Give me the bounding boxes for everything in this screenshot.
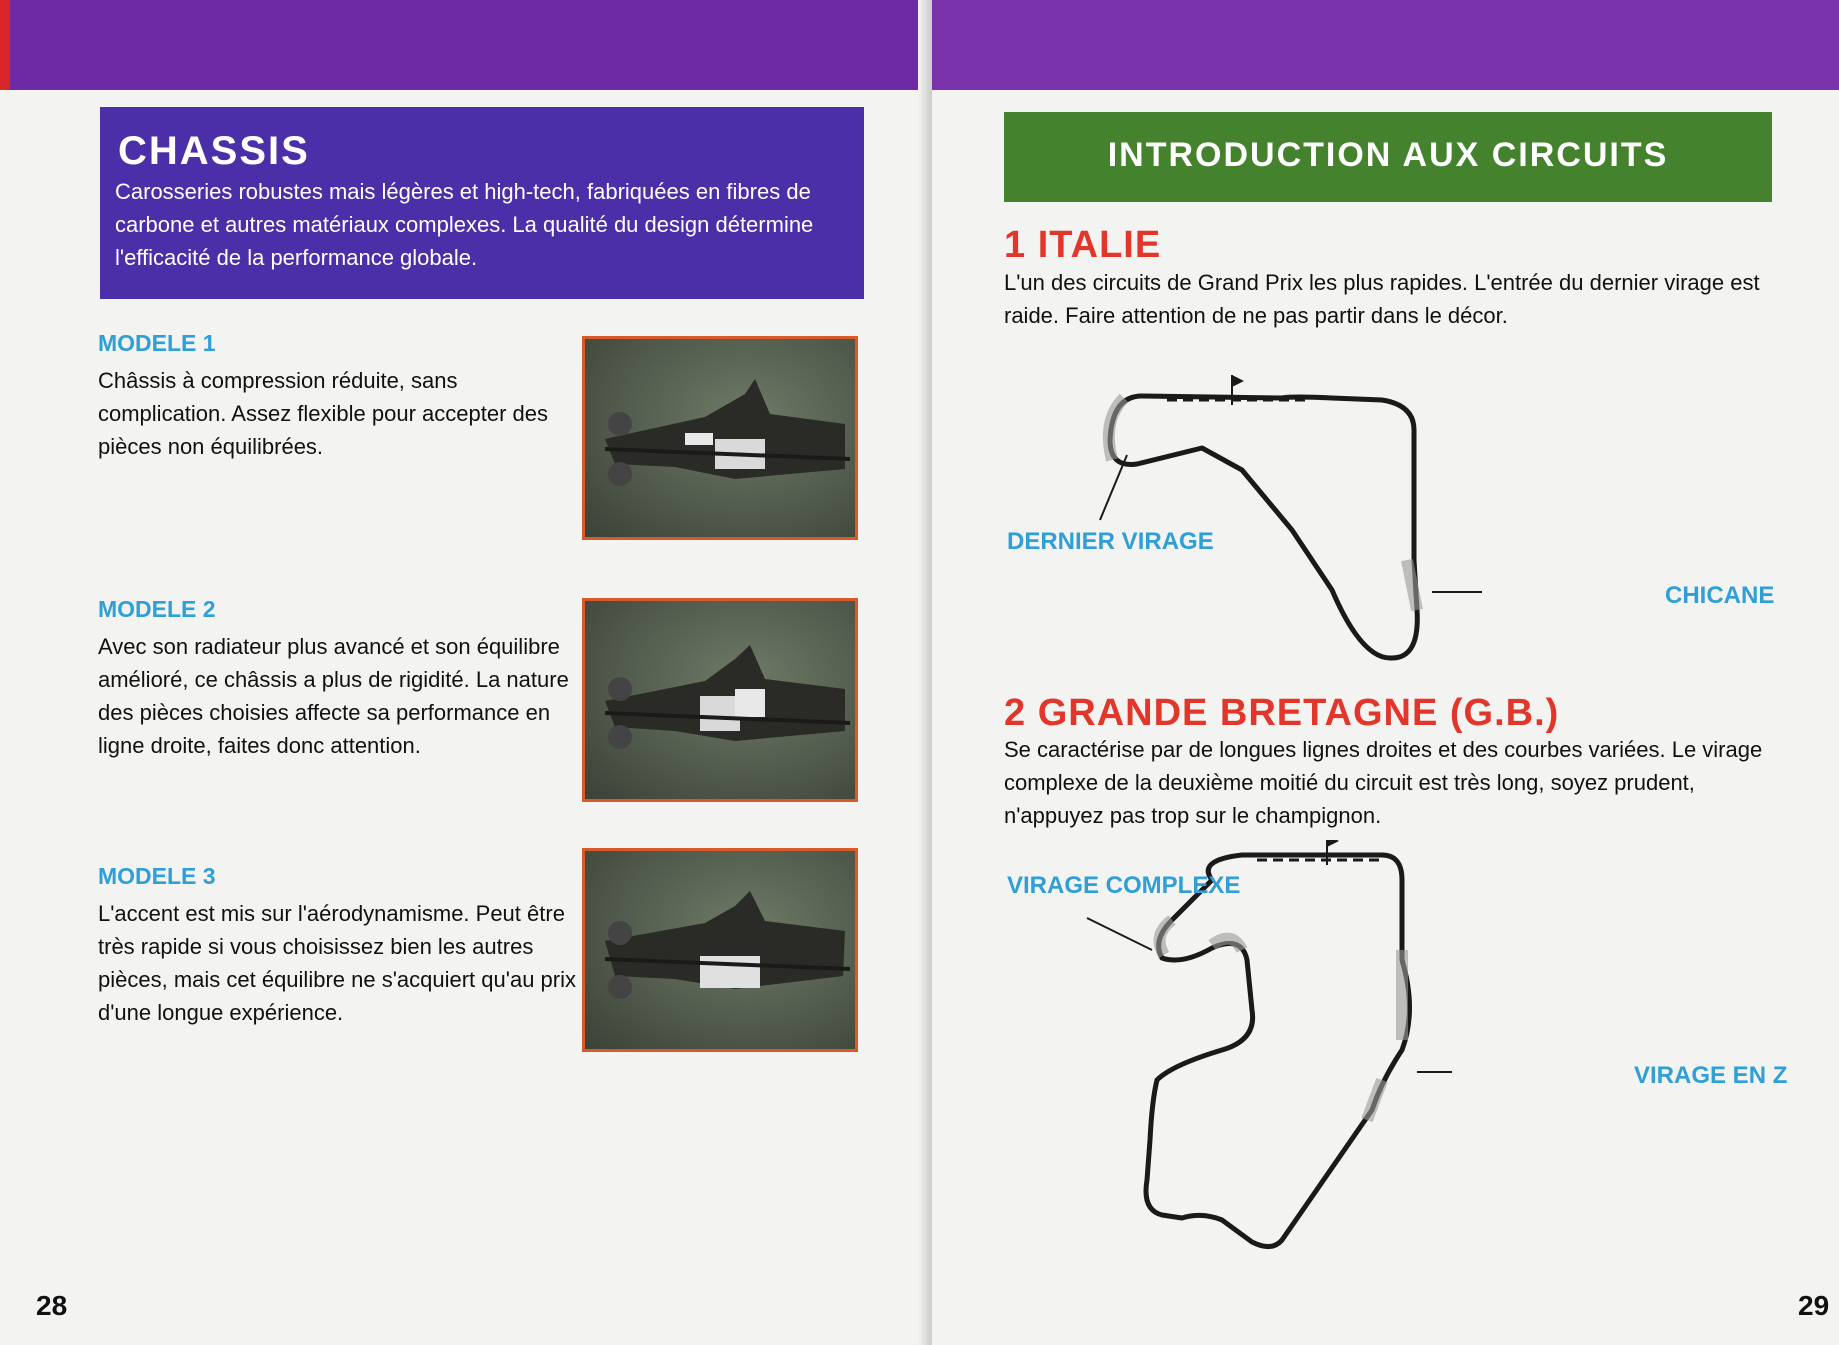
model-3-title: MODELE 3 — [98, 863, 216, 889]
model-1-text: Châssis à compression réduite, sans complication. Assez flexible pour accepter des pièces non équilibrées. — [98, 368, 549, 459]
circuit-2-text: Se caractérise par de longues lignes droites et des courbes variées. Le virage complexe de la deuxième moitié du circuit est très long, soyez prudent, n'appuyez pas trop sur le champignon. — [1004, 737, 1763, 828]
page-number-left: 28 — [36, 1290, 68, 1321]
model-2-title: MODELE 2 — [98, 596, 216, 622]
top-band — [0, 0, 932, 90]
circuit-2-title: 2 GRANDE BRETAGNE (G.B.) — [1004, 692, 1560, 734]
chassis-title: CHASSIS — [118, 129, 310, 173]
great-britain-track-map — [1082, 840, 1552, 1260]
label-dernier-virage: DERNIER VIRAGE — [1007, 528, 1214, 555]
spine-stripe — [0, 0, 10, 90]
page-number-right: 29 — [1798, 1290, 1830, 1321]
model-1-title: MODELE 1 — [98, 330, 216, 356]
label-virage-complexe: VIRAGE COMPLEXE — [1007, 872, 1241, 899]
label-chicane: CHICANE — [1665, 582, 1775, 609]
italy-track-map — [1082, 360, 1502, 680]
model-1-block — [98, 328, 578, 463]
model-3-chassis-image — [582, 848, 858, 1052]
circuit-1-text: L'un des circuits de Grand Prix les plus rapides. L'entrée du dernier virage est raide. Faire attention de ne pas partir dans le décor. — [1004, 270, 1760, 328]
model-3-text: L'accent est mis sur l'aérodynamisme. Peut être très rapide si vous choisissez bien les autres pièces, mais cet équilibre ne s'acquiert qu'au prix d'une longue expérience. — [98, 901, 576, 1025]
model-2-chassis-image — [582, 598, 858, 802]
model-2-text: Avec son radiateur plus avancé et son équilibre amélioré, ce châssis a plus de rigidité. La nature des pièces choisies affecte sa performance en ligne droite, faites donc attention. — [98, 634, 569, 758]
top-band-right — [932, 0, 1839, 90]
circuits-header-title: INTRODUCTION AUX CIRCUITS — [1107, 136, 1669, 174]
chassis-description: Carosseries robustes mais légères et high-tech, fabriquées en fibres de carbone et autres matériaux complexes. La qualité du design détermine l'efficacité de la performance globale. — [115, 179, 814, 270]
chassis-header-box — [100, 107, 864, 299]
model-1-chassis-image — [582, 336, 858, 540]
circuit-1-title: 1 ITALIE — [1004, 224, 1162, 266]
model-2-block — [98, 594, 578, 762]
model-3-block — [98, 861, 578, 1029]
right-page — [932, 0, 1839, 1345]
label-virage-en-z: VIRAGE EN Z — [1634, 1062, 1788, 1089]
circuits-header-box — [1004, 112, 1772, 202]
